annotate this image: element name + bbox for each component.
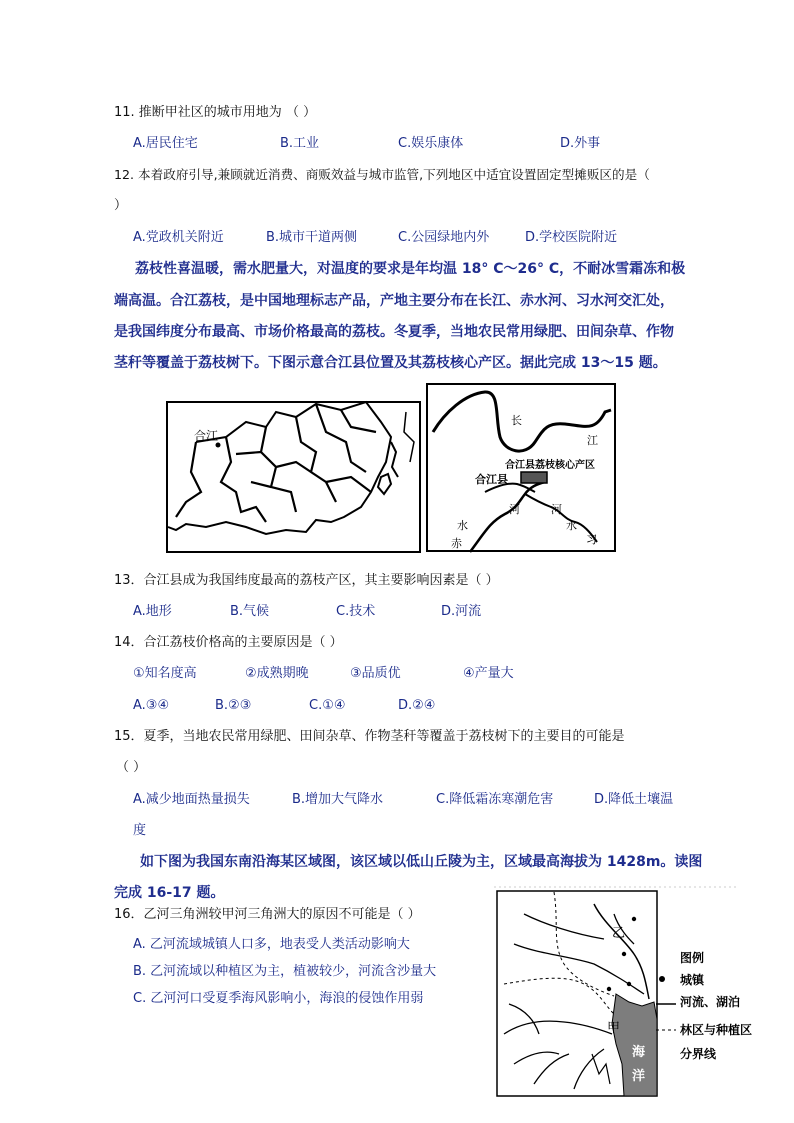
q11-option-a: A.居民住宅: [133, 136, 198, 151]
hejiang-rivers-map: [425, 382, 617, 554]
q14-option-c: C.①④: [309, 698, 346, 713]
map-sea-char2: 洋: [632, 1069, 646, 1084]
map-char-chang: 长: [511, 414, 522, 427]
q13-stem: 13．合江县成为我国纬度最高的荔枝产区，其主要影响因素是（ ）: [114, 573, 499, 588]
legend-river-lake: 河流、湖泊: [680, 995, 741, 1009]
q11-stem: 11. 推断甲社区的城市用地为 （ ）: [114, 105, 317, 120]
q14-item-2: ②成熟期晚: [245, 666, 309, 681]
legend-boundary: 分界线: [680, 1047, 717, 1061]
q13-option-b: B.气候: [230, 604, 270, 619]
q13-option-d: D.河流: [441, 604, 482, 619]
lychee-intro-line3: 是我国纬度分布最高、市场价格最高的荔枝。冬夏季，当地农民常用绿肥、田间杂草、作物: [114, 324, 674, 340]
coast-region-map: [494, 884, 753, 1098]
q12-option-a: A.党政机关附近: [133, 230, 224, 245]
q13-option-a: A.地形: [133, 604, 172, 619]
q14-item-1: ①知名度高: [133, 666, 197, 681]
q12-option-b: B.城市干道两侧: [266, 230, 358, 245]
q11-option-b: B.工业: [280, 136, 320, 151]
legend-town: 城镇: [680, 973, 705, 987]
q15-option-d: D.降低土壤温: [594, 792, 674, 807]
q16-option-b: B. 乙河流域以种植区为主，植被较少，河流含沙量大: [133, 964, 437, 979]
q15-option-c: C.降低霜冻寒潮危害: [436, 792, 554, 807]
map-char-xi: 习: [586, 533, 597, 546]
map-char-he2: 河: [551, 503, 562, 516]
coast-intro-line2: 完成 16-17 题。: [114, 885, 225, 901]
q15-option-d-cont: 度: [133, 823, 147, 838]
map-char-shui2: 水: [566, 519, 577, 532]
lychee-intro-line4: 茎秆等覆盖于荔枝树下。下图示意合江县位置及其荔枝核心产区。据此完成 13～15 题。: [114, 355, 667, 371]
china-location-map: [166, 382, 422, 554]
q15-option-b: B.增加大气降水: [292, 792, 384, 807]
q16-stem: 16．乙河三角洲较甲河三角洲大的原因不可能是（ ）: [114, 907, 421, 922]
map-char-chi: 赤: [451, 537, 462, 550]
q15-option-a: A.减少地面热量损失: [133, 792, 250, 807]
q15-stem-line2: （ ）: [116, 760, 147, 775]
lychee-intro-line1: 荔枝性喜温暖，需水肥量大，对温度的要求是年均温 18° C～26° C，不耐冰雪霜冻和极: [135, 261, 686, 277]
q14-item-4: ④产量大: [463, 666, 514, 681]
q14-item-3: ③品质优: [350, 666, 401, 681]
q12-option-c: C.公园绿地内外: [398, 230, 490, 245]
q14-stem: 14．合江荔枝价格高的主要原因是（ ）: [114, 635, 343, 650]
q12-stem-line1: 12. 本着政府引导,兼顾就近消费、商贩效益与城市监管,下列地区中适宜设置固定型摊贩区的是（: [114, 167, 650, 182]
coast-intro-line1: 如下图为我国东南沿海某区域图，该区域以低山丘陵为主，区域最高海拔为 1428m。读图: [140, 854, 703, 870]
q16-option-a: A. 乙河流域城镇人口多，地表受人类活动影响大: [133, 937, 410, 952]
q14-option-a: A.③④: [133, 698, 170, 713]
hejiang-dot: [216, 443, 221, 448]
lychee-intro-line2: 端高温。合江荔枝，是中国地理标志产品，产地主要分布在长江、赤水河、习水河交汇处，: [114, 293, 674, 309]
q11-option-c: C.娱乐康体: [398, 136, 464, 151]
q12-option-d: D.学校医院附近: [525, 230, 618, 245]
map-core-label: 合江县荔枝核心产区: [505, 460, 595, 471]
map-label-hejiang: 合江: [194, 429, 219, 443]
map-label-jia: 甲: [607, 1021, 621, 1036]
map-char-shui1: 水: [457, 519, 468, 532]
core-area-box: [521, 472, 547, 483]
map-county-label: 合江县: [475, 473, 508, 486]
map-char-he1: 河: [509, 503, 520, 516]
q15-stem-line1: 15．夏季，当地农民常用绿肥、田间杂草、作物茎秆等覆盖于荔枝树下的主要目的可能是: [114, 729, 625, 744]
map-char-jiang: 江: [587, 434, 598, 447]
legend-town-symbol: [659, 976, 665, 982]
map-label-yi: 乙: [612, 926, 626, 941]
q16-option-c: C. 乙河河口受夏季海风影响小，海浪的侵蚀作用弱: [133, 991, 424, 1006]
legend-forest: 林区与种植区: [680, 1023, 753, 1037]
q14-option-d: D.②④: [398, 698, 436, 713]
q13-option-c: C.技术: [336, 604, 376, 619]
q12-stem-line2: ）: [114, 198, 128, 213]
q14-option-b: B.②③: [215, 698, 252, 713]
q11-option-d: D.外事: [560, 136, 601, 151]
map-sea-char1: 海: [632, 1045, 646, 1060]
legend-title: 图例: [680, 951, 705, 965]
